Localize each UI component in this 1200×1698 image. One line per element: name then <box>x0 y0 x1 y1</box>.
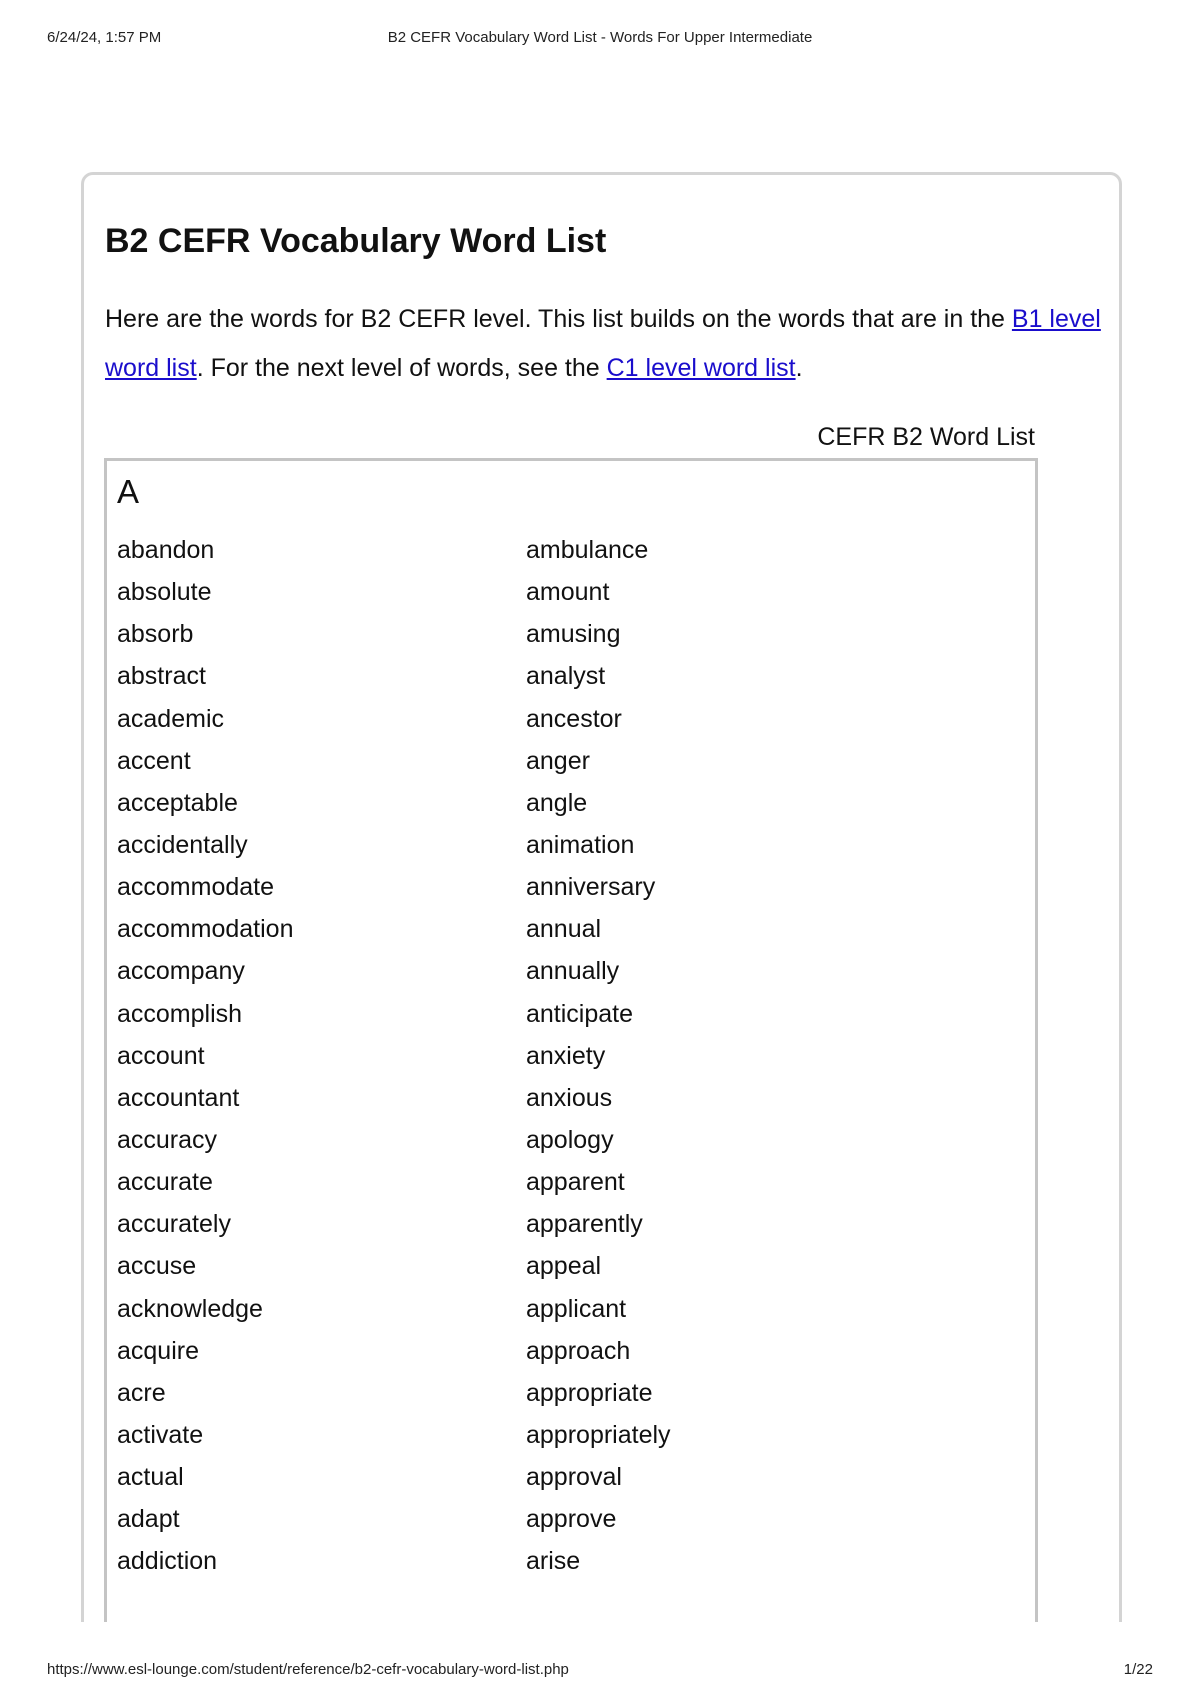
word-item: academic <box>117 704 224 733</box>
word-item: acknowledge <box>117 1294 263 1323</box>
intro-text-2: . For the next level of words, see the <box>196 354 607 382</box>
word-item: anger <box>526 746 590 775</box>
word-item: angle <box>526 788 588 817</box>
word-item: acceptable <box>117 788 238 817</box>
word-item: annual <box>526 915 602 944</box>
word-item: activate <box>117 1420 204 1449</box>
word-item: approve <box>526 1505 617 1534</box>
word-item: ancestor <box>526 704 622 733</box>
word-item: abandon <box>117 536 215 564</box>
word-item: apparent <box>526 1168 625 1197</box>
word-item: appeal <box>526 1252 602 1281</box>
intro-text-3: . <box>795 354 803 382</box>
intro-text-1: Here are the words for B2 CEFR level. This list builds on the words that are in the <box>105 305 1012 333</box>
word-item: absolute <box>117 578 212 607</box>
c1-word-list-link[interactable]: C1 level word list <box>606 354 796 382</box>
word-item: account <box>117 1041 205 1070</box>
word-item: accuracy <box>117 1125 218 1154</box>
word-item: accent <box>117 746 191 775</box>
word-item: actual <box>117 1463 184 1492</box>
word-item: adapt <box>117 1505 180 1534</box>
word-item: apology <box>526 1125 614 1154</box>
word-item: anticipate <box>526 999 634 1028</box>
word-item: accurate <box>117 1168 213 1197</box>
word-item: analyst <box>526 662 606 691</box>
word-item: appropriately <box>526 1420 671 1449</box>
print-page-number: 1/22 <box>1123 1661 1153 1678</box>
print-page-title: B2 CEFR Vocabulary Word List - Words For Upper Intermediate <box>387 29 813 46</box>
word-item: apparently <box>526 1210 643 1239</box>
word-item: animation <box>526 830 635 859</box>
print-footer <box>0 1661 1200 1683</box>
word-item: accompany <box>117 957 245 986</box>
word-item: arise <box>526 1547 581 1576</box>
table-caption: CEFR B2 Word List <box>817 423 1035 451</box>
word-item: accommodate <box>117 873 275 902</box>
word-item: approval <box>526 1463 622 1492</box>
word-item: amusing <box>526 620 621 649</box>
word-column-1 <box>117 535 293 1589</box>
word-item: accountant <box>117 1083 240 1112</box>
print-datetime: 6/24/24, 1:57 PM <box>47 29 162 46</box>
word-item: accuse <box>117 1252 197 1281</box>
word-table <box>104 458 1038 1622</box>
word-item: anxious <box>526 1083 613 1112</box>
b1-word-list-link[interactable]: B1 level word list <box>105 305 1101 382</box>
word-item: ambulance <box>526 536 649 564</box>
word-item: anxiety <box>526 1041 606 1070</box>
word-item: accommodation <box>117 915 294 944</box>
word-item: acre <box>117 1378 166 1407</box>
word-item: applicant <box>526 1294 627 1323</box>
word-item: absorb <box>117 620 194 649</box>
word-item: acquire <box>117 1336 199 1365</box>
intro-paragraph <box>105 295 1105 393</box>
word-item: abstract <box>117 662 206 691</box>
word-item: approach <box>526 1336 631 1365</box>
word-item: appropriate <box>526 1378 653 1407</box>
word-column-2 <box>526 535 671 1589</box>
word-item: annually <box>526 957 620 986</box>
section-letter: A <box>117 473 140 510</box>
page-title: B2 CEFR Vocabulary Word List <box>105 222 607 260</box>
word-item: accomplish <box>117 999 243 1028</box>
word-item: amount <box>526 578 610 607</box>
word-item: accurately <box>117 1210 231 1239</box>
word-item: accidentally <box>117 830 248 859</box>
word-item: addiction <box>117 1547 218 1576</box>
print-url: https://www.esl-lounge.com/student/reference/b2-cefr-vocabulary-word-list.php <box>47 1661 569 1678</box>
word-item: anniversary <box>526 873 656 902</box>
